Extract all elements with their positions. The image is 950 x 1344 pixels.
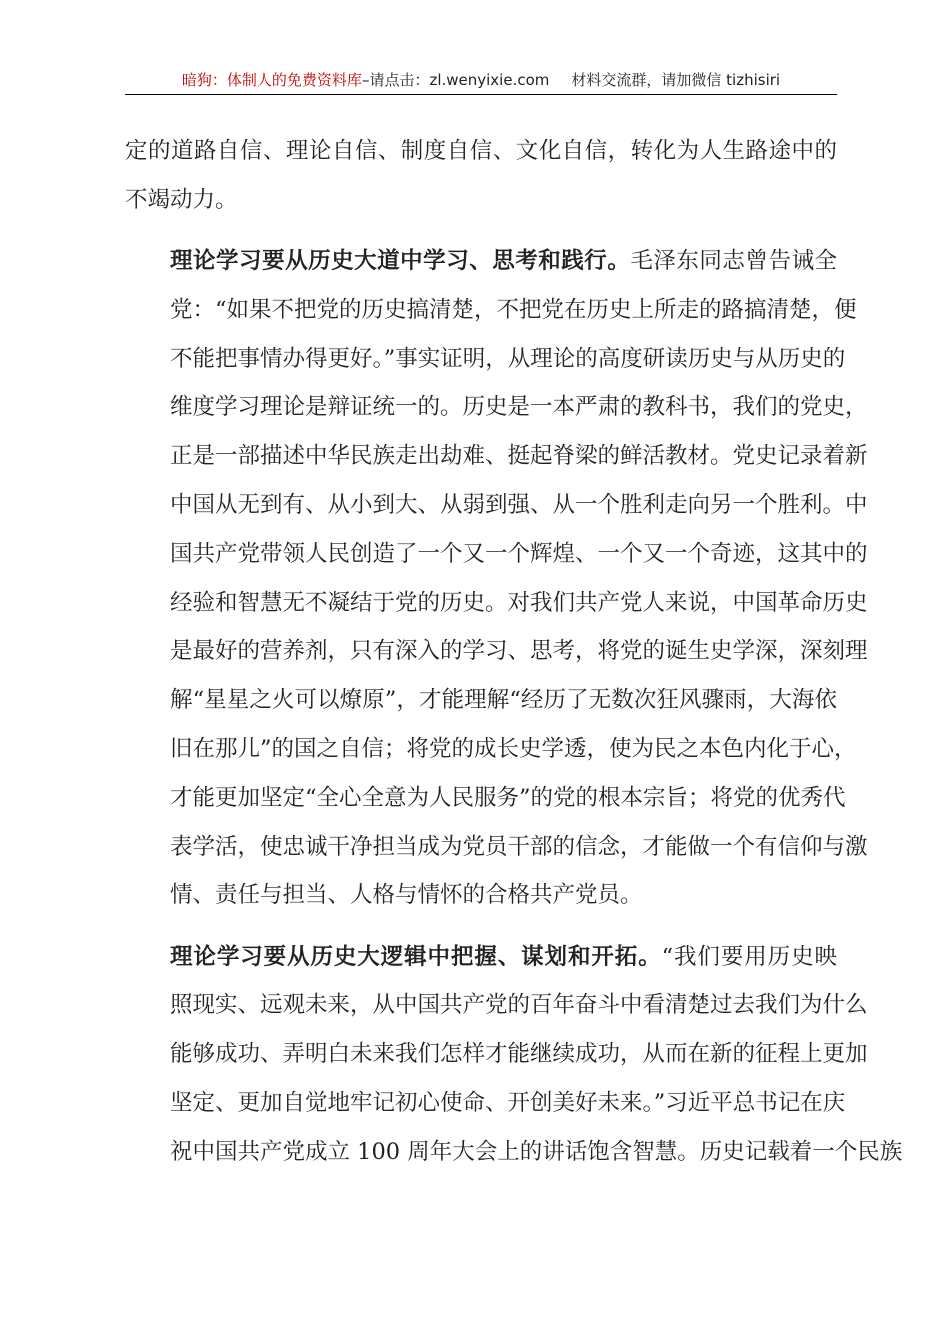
paragraph xyxy=(125,933,903,1177)
text-line: 中国从无到有、从小到大、从弱到强、从一个胜利走向另一个胜利。中 xyxy=(170,491,868,518)
text-line: 解“星星之火可以燎原”，才能理解“经历了无数次狂风骤雨，大海依 xyxy=(170,687,837,714)
header-url-link[interactable]: zl.wenyixie.com xyxy=(429,71,550,89)
text-line: 能够成功、弄明白未来我们怎样才能继续成功，从而在新的征程上更加 xyxy=(170,1041,868,1068)
text-line: 旧在那儿”的国之自信；将党的成长史学透，使为民之本色内化于心， xyxy=(170,735,857,762)
text-line: 正是一部描述中华民族走出劫难、挺起脊梁的鲜活教材。党史记录着新 xyxy=(170,443,868,470)
header-divider xyxy=(125,94,837,95)
text-line: 经验和智慧无不凝结于党的历史。对我们共产党人来说，中国革命历史 xyxy=(170,589,868,616)
text-line: 照现实、远观未来，从中国共产党的百年奋斗中看清楚过去我们为什么 xyxy=(170,992,868,1019)
header-group-prompt: 材料交流群，请加微信 tizhisiri xyxy=(571,71,781,89)
text-line: 维度学习理论是辩证统一的。历史是一本严肃的教科书，我们的党史， xyxy=(170,394,868,421)
paragraph-lead-sentence: 理论学习要从历史大道中学习、思考和践行。 xyxy=(170,247,631,274)
paragraph xyxy=(125,237,868,920)
text-line: 国共产党带领人民创造了一个又一个辉煌、一个又一个奇迹，这其中的 xyxy=(170,540,868,567)
header-site-name: 暗狗：体制人的免费资料库 xyxy=(181,71,362,89)
page-header xyxy=(125,68,837,92)
header-click-prompt: –请点击： xyxy=(361,71,430,89)
text-line xyxy=(125,933,837,982)
text-line: 党：“如果不把党的历史搞清楚，不把党在历史上所走的路搞清楚，便 xyxy=(170,296,857,323)
text-line: 定的道路自信、理论自信、制度自信、文化自信，转化为人生路途中的 xyxy=(125,138,837,164)
text-line: 是最好的营养剂，只有深入的学习、思考，将党的诞生史学深，深刻理 xyxy=(170,638,868,665)
document-body xyxy=(125,127,903,1177)
text-line: 不能把事情办得更好。”事实证明，从理论的高度研读历史与从历史的 xyxy=(170,345,846,372)
text-line-rest: 毛泽东同志曾告诫全 xyxy=(630,247,837,274)
text-line: 不竭动力。 xyxy=(125,186,238,213)
text-line: 祝中国共产党成立 100 周年大会上的讲话饱含智慧。历史记载着一个民族 xyxy=(170,1138,903,1165)
text-line: 表学活，使忠诚干净担当成为党员干部的信念，才能做一个有信仰与激 xyxy=(170,833,868,860)
paragraph-lead-sentence: 理论学习要从历史大逻辑中把握、谋划和开拓。 xyxy=(170,943,662,970)
text-line-rest: “我们要用历史映 xyxy=(661,943,837,970)
text-line: 才能更加坚定“全心全意为人民服务”的党的根本宗旨；将党的优秀代 xyxy=(170,784,846,811)
text-line: 情、责任与担当、人格与情怀的合格共产党员。 xyxy=(170,882,643,909)
text-line xyxy=(125,237,837,286)
paragraph xyxy=(125,127,837,225)
text-line: 坚定、更加自觉地牢记初心使命、开创美好未来。”习近平总书记在庆 xyxy=(170,1089,846,1116)
